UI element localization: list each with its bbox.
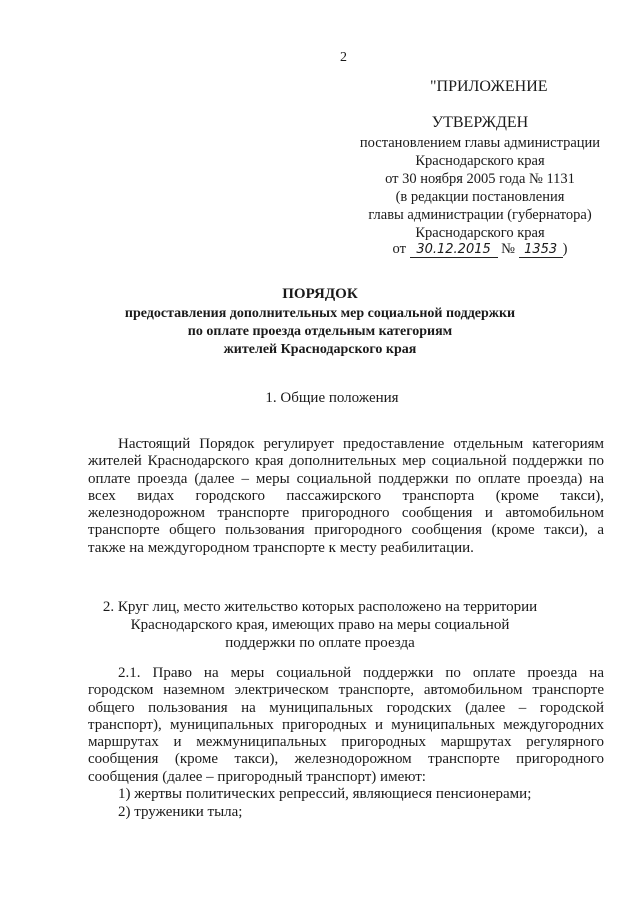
section1-heading: 1. Общие положения xyxy=(265,390,399,406)
paragraph-line: оплате проезда (далее – меры социальной поддержки по оплате проезда) на xyxy=(88,470,604,487)
section1-paragraph xyxy=(88,436,604,557)
approval-line: главы администрации (губернатора) xyxy=(368,207,592,223)
handwritten-date: 30.12.2015 xyxy=(410,242,498,258)
number-prefix: № xyxy=(501,241,516,257)
appendix-label: "ПРИЛОЖЕНИЕ xyxy=(430,78,548,95)
section2-heading-line: поддержки по оплате проезда xyxy=(225,635,415,651)
paragraph-line: железнодорожном транспорте пригородного сообщения и автомобильном xyxy=(88,505,604,522)
date-prefix: от xyxy=(392,241,406,257)
approved-label: УТВЕРЖДЕН xyxy=(431,114,529,131)
approval-line: от 30 ноября 2005 года № 1131 xyxy=(385,171,575,187)
page-number: 2 xyxy=(340,50,347,65)
paragraph-line: транспорте общего пользования пригородного сообщения (кроме такси), а xyxy=(88,522,604,539)
paragraph-line: сообщения (кроме такси), железнодорожном транспорте пригородного xyxy=(88,751,604,768)
paragraph-line: Настоящий Порядок регулирует предоставление отдельным категориям xyxy=(118,436,604,452)
list-item: 1) жертвы политических репрессий, являющиеся пенсионерами; xyxy=(118,786,532,802)
title-heading: ПОРЯДОК xyxy=(282,286,358,302)
section2-paragraph xyxy=(88,665,604,786)
section2-heading-line: 2. Круг лиц, место жительство которых расположено на территории xyxy=(102,599,538,615)
paragraph-line: сообщения (далее – пригородный транспорт) имеют: xyxy=(88,768,426,785)
approval-date-line xyxy=(340,240,620,258)
close-paren: ) xyxy=(562,241,568,257)
approval-line: (в редакции постановления xyxy=(395,189,565,205)
list-item: 2) труженики тыла; xyxy=(118,804,243,820)
handwritten-number: 1353 xyxy=(519,242,563,258)
paragraph-line: общего пользования на муниципальных городских (далее – городской xyxy=(88,699,604,716)
paragraph-line: городском наземном электрическом транспорте, автомобильном транспорте xyxy=(88,682,604,699)
title-line: по оплате проезда отдельным категориям xyxy=(187,324,453,339)
paragraph-line: всех видах городского пассажирского транспорта (кроме такси), xyxy=(88,487,604,504)
section2-heading-line: Краснодарского края, имеющих право на меры социальной xyxy=(130,617,510,633)
paragraph-line: 2.1. Право на меры социальной поддержки по оплате проезда на xyxy=(118,665,604,681)
paragraph-line: маршрутах и межмуниципальных пригородных маршрутах регулярного xyxy=(88,734,604,751)
paragraph-line: жителей Краснодарского края дополнительных мер социальной поддержки по xyxy=(88,453,604,470)
paragraph-line: также на междугородном транспорте к месту реабилитации. xyxy=(88,539,474,556)
approval-line: Краснодарского края xyxy=(415,225,545,241)
title-line: жителей Краснодарского края xyxy=(223,342,417,357)
paragraph-line: транспорт), муниципальных пригородных и муниципальных междугородних xyxy=(88,716,604,733)
approval-line: постановлением главы администрации xyxy=(359,135,601,151)
approval-line: Краснодарского края xyxy=(415,153,545,169)
title-line: предоставления дополнительных мер социальной поддержки xyxy=(124,306,516,321)
